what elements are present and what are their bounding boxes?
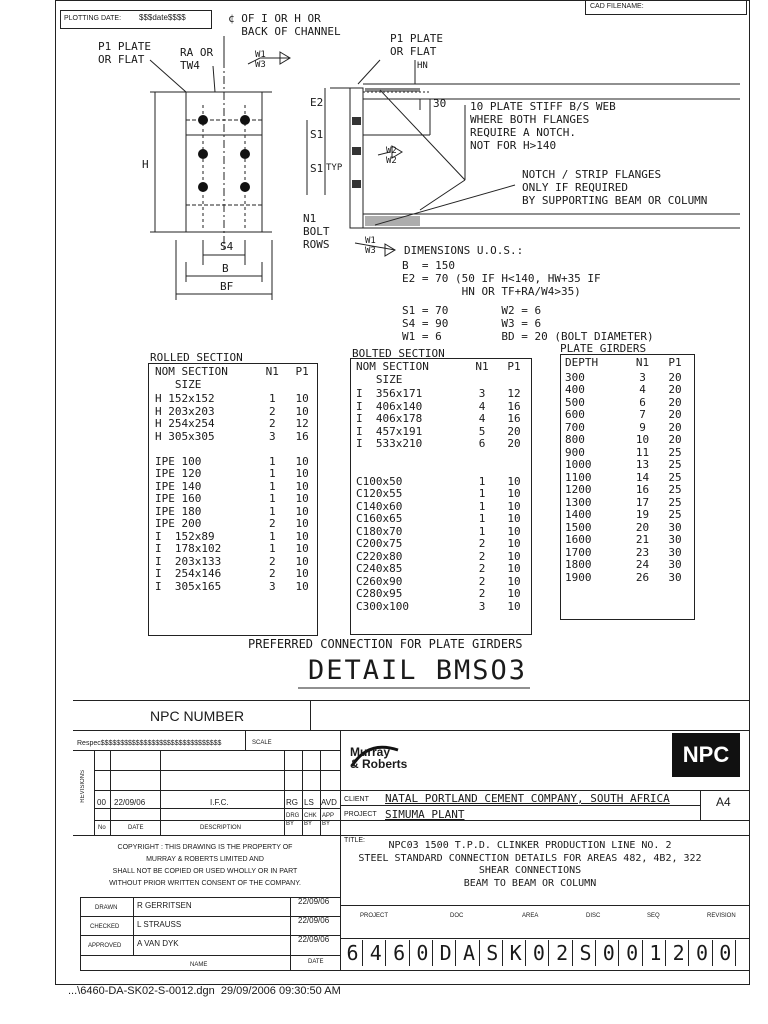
client-value: NATAL PORTLAND CEMENT COMPANY, SOUTH AFRICA [385, 792, 670, 805]
table-cell: 3 [478, 387, 486, 400]
table-cell: 7 [639, 408, 646, 421]
table-cell: 6 [639, 395, 646, 409]
table-cell: 1 [478, 487, 486, 500]
table-row [155, 568, 317, 581]
col-chk-by: CHK BY [304, 813, 317, 827]
table-cell: 19 [635, 508, 650, 521]
col-description: DESCRIPTION [200, 825, 242, 831]
rev-approved-by: AVD [321, 798, 337, 807]
revisions-label: REVISIONS [80, 770, 86, 803]
preferred-connection-note: PREFERRED CONNECTION FOR PLATE GIRDERS [248, 637, 523, 651]
code-header-doc: DOC [450, 913, 464, 919]
n1-bolt-rows-label: N1 BOLT ROWS [303, 212, 330, 251]
table-cell: IPE 120 [155, 467, 202, 480]
table-row [356, 588, 531, 601]
table-cell: 20 [668, 383, 682, 396]
table-cell: 14 [635, 470, 650, 484]
rolled-section-title: ROLLED SECTION [150, 351, 243, 364]
respec-field: Respec$$$$$$$$$$$$$$$$$$$$$$$$$$$$$$$ [77, 740, 222, 747]
table-row [155, 518, 317, 531]
table-cell: 30 [668, 558, 682, 571]
rolled-section-table [148, 363, 318, 636]
b-dim-label: B [222, 262, 229, 275]
table-cell: 1 [268, 542, 276, 555]
e2-label: E2 [310, 96, 324, 109]
dimension-line: S4 = 90 W3 = 6 [402, 317, 542, 330]
table-cell: H 305x305 [155, 429, 215, 443]
table-cell: 3 [268, 429, 276, 443]
dimension-line: B = 150 [402, 259, 455, 272]
drawing-number-digit: K [506, 940, 526, 966]
table-cell: 4 [639, 383, 646, 396]
drawing-number-digit: 0 [529, 940, 549, 966]
table-cell: 10 [507, 524, 521, 538]
table-row [565, 409, 694, 422]
notch-note: NOTCH / STRIP FLANGES ONLY IF REQUIRED BY SUPPORTING BEAM OR COLUMN [522, 168, 708, 207]
murray-roberts-text: Murray & Roberts [350, 745, 408, 771]
table-cell: 10 [507, 599, 521, 613]
table-cell: 10 [507, 574, 521, 588]
table-cell: 3 [478, 599, 486, 613]
table-cell: 10 [295, 492, 309, 505]
drawing-number-digit: 0 [693, 940, 713, 966]
table-cell: 2 [478, 562, 486, 575]
dimension-line: E2 = 70 (50 IF H<140, HW+35 IF [402, 272, 601, 285]
table-row [356, 601, 531, 614]
table-cell: 25 [668, 470, 682, 484]
detail-title: DETAIL BMSO3 [308, 655, 528, 686]
table-cell: 1300 [565, 495, 592, 509]
table-cell: 10 [295, 517, 309, 530]
weld-w1-w3-bottom: W1 W3 [365, 236, 376, 256]
table-cell: C100x50 [356, 474, 403, 488]
table-row [356, 413, 531, 426]
header-cell: NOM SECTION SIZE [155, 365, 228, 391]
table-row [565, 434, 694, 447]
title-label: TITLE: [344, 837, 366, 844]
table-cell: 20 [668, 395, 682, 409]
code-header-project: PROJECT [360, 913, 389, 919]
rev-date: 22/09/06 [114, 798, 146, 807]
dim-30-label: 30 [433, 97, 447, 110]
table-cell: I 457x191 [356, 424, 423, 438]
table-cell: I 533x210 [356, 437, 423, 450]
table-cell [466, 463, 498, 476]
table-cell: 30 [668, 533, 682, 546]
table-cell: 2 [478, 587, 486, 600]
table-cell: IPE 140 [155, 479, 202, 493]
murray-roberts-logo [348, 738, 418, 782]
table-cell: 1600 [565, 533, 592, 546]
table-cell: 10 [295, 567, 309, 580]
plate-girders-title: PLATE GIRDERS [560, 342, 647, 355]
drawing-number-digit: 0 [623, 940, 643, 966]
table-cell [498, 463, 530, 476]
s1-label-a: S1 [310, 128, 324, 141]
table-cell: 20 [668, 408, 682, 421]
drawn-date: 22/09/06 [298, 897, 330, 906]
npc-number-label: NPC NUMBER [150, 708, 245, 724]
table-cell: C240x85 [356, 562, 403, 575]
rev-drawn-by: RG [286, 798, 298, 807]
drawing-number-digit: 0 [413, 940, 433, 966]
header-cell: NOM SECTION SIZE [356, 360, 429, 386]
table-cell: 10 [295, 504, 309, 518]
table-cell: C280x95 [356, 587, 403, 600]
table-cell: 17 [635, 495, 650, 509]
table-cell: 16 [635, 483, 650, 496]
table-cell: 10 [507, 474, 521, 488]
table-row [356, 438, 531, 451]
table-cell: 11 [635, 445, 650, 459]
table-row [356, 451, 531, 464]
col-app-by: APP BY [322, 813, 335, 827]
table-row [565, 384, 694, 397]
drawing-number-digit: 2 [553, 940, 573, 966]
header-cell: DEPTH [565, 356, 599, 369]
table-cell [257, 443, 287, 456]
drawing-number-digit: 0 [716, 940, 736, 966]
table-cell: 1 [268, 492, 276, 505]
table-cell: 1 [268, 529, 276, 543]
table-row [155, 468, 317, 481]
bolted-section-table [350, 358, 532, 635]
table-cell [287, 443, 317, 456]
p1-plate-left-label: P1 PLATE OR FLAT [98, 40, 151, 66]
table-header [565, 357, 694, 370]
table-cell: 20 [668, 433, 682, 446]
table-cell: IPE 180 [155, 504, 202, 518]
table-row [155, 418, 317, 431]
drawing-number-digit: 6 [390, 940, 410, 966]
table-cell: 13 [635, 458, 650, 471]
table-cell: 10 [507, 487, 521, 500]
table-cell: 2 [478, 574, 486, 588]
bf-dim-label: BF [220, 280, 234, 293]
code-header-revision: REVISION [707, 913, 736, 919]
table-cell: 900 [565, 445, 585, 459]
weld-w1-w3-top: W1 W3 [255, 50, 266, 70]
drawing-title: NPC03 1500 T.P.D. CLINKER PRODUCTION LINE NO. 2 STEEL STANDARD CONNECTION DETAILS FOR AREAS 482, 4B2, 322 SHEAR CONNECTIONS BEAM TO BEAM OR COLUMN [358, 840, 702, 889]
table-cell: 2 [268, 517, 276, 530]
drawing-number-digit: D [436, 940, 456, 966]
header-cell: N1 [265, 365, 279, 378]
table-cell: 10 [295, 392, 309, 405]
table-cell: 1000 [565, 458, 592, 471]
table-cell: 1 [268, 454, 276, 468]
table-cell: 10 [295, 542, 309, 555]
table-cell: 26 [635, 570, 650, 584]
table-cell: 23 [635, 545, 650, 559]
typ-label: TYP [326, 163, 343, 173]
checked-date: 22/09/06 [298, 916, 330, 925]
table-row [356, 488, 531, 501]
bolted-section-title: BOLTED SECTION [352, 347, 445, 360]
table-row [155, 431, 317, 444]
table-row [565, 534, 694, 547]
rev-checked-by: LS [304, 798, 314, 807]
table-cell: 25 [668, 445, 682, 459]
dimensions-list [402, 259, 654, 343]
table-row [356, 463, 531, 476]
cad-filename-label: CAD FILENAME: [590, 3, 644, 10]
table-row [565, 509, 694, 522]
table-cell: 30 [668, 545, 682, 559]
stiffener-note: 10 PLATE STIFF B/S WEB WHERE BOTH FLANGES REQUIRE A NOTCH. NOT FOR H>140 [470, 100, 616, 152]
table-cell: 1100 [565, 470, 592, 484]
table-cell: C200x75 [356, 537, 403, 550]
table-cell: 25 [668, 495, 682, 509]
table-cell: 24 [635, 558, 650, 571]
col-no: No [98, 825, 106, 831]
approved-label: APPROVED [88, 943, 122, 949]
table-header [356, 361, 531, 386]
table-row [565, 459, 694, 472]
table-cell: 1 [478, 474, 486, 488]
table-cell: 1 [268, 479, 276, 493]
drawing-number-digit: 1 [646, 940, 666, 966]
checked-label: CHECKED [90, 924, 120, 930]
table-cell: C220x80 [356, 549, 403, 563]
table-cell: 10 [295, 479, 309, 493]
ra-tw4-label: RA OR TW4 [180, 46, 214, 72]
plotting-date-label: PLOTTING DATE: [64, 15, 122, 22]
table-cell: C140x60 [356, 499, 403, 513]
header-cell: N1 [475, 360, 489, 373]
table-cell: H 254x254 [155, 417, 215, 430]
table-cell: 2 [268, 404, 276, 418]
scale-label: SCALE [252, 740, 272, 746]
table-cell: 300 [565, 370, 585, 384]
drawn-label: DRAWN [95, 905, 118, 911]
name-label: NAME [190, 962, 208, 968]
table-row [155, 493, 317, 506]
col-date: DATE [128, 825, 144, 831]
table-cell: 10 [295, 529, 309, 543]
table-row [356, 538, 531, 551]
dimension-line: S1 = 70 W2 = 6 [402, 304, 542, 317]
table-cell: 30 [668, 520, 682, 534]
table-cell: I 305x165 [155, 579, 222, 593]
project-label: PROJECT [344, 811, 377, 818]
table-cell: 10 [507, 549, 521, 563]
table-cell: 1 [268, 467, 276, 480]
table-row [356, 388, 531, 401]
table-cell: 400 [565, 383, 585, 396]
table-cell: 25 [668, 508, 682, 521]
code-header-seq: SEQ [647, 913, 660, 919]
table-cell: 10 [295, 467, 309, 480]
table-row [565, 559, 694, 572]
date-label: DATE [308, 959, 324, 965]
table-cell: C260x90 [356, 574, 403, 588]
table-cell [356, 451, 466, 464]
table-cell: 20 [507, 437, 521, 450]
table-cell: 20 [635, 520, 650, 534]
table-cell: 25 [668, 483, 682, 496]
table-cell: C300x100 [356, 599, 409, 613]
table-cell: I 254x146 [155, 567, 222, 580]
plate-girders-table [560, 354, 695, 620]
table-row [565, 484, 694, 497]
table-cell: 1 [268, 392, 276, 405]
table-cell: IPE 100 [155, 454, 202, 468]
table-cell: 5 [478, 424, 486, 438]
table-cell: 1700 [565, 545, 592, 559]
table-cell: 10 [507, 537, 521, 550]
dimension-line: HN OR TF+RA/W4>35) [402, 285, 581, 298]
header-cell: N1 [635, 356, 650, 369]
table-cell: 10 [507, 499, 521, 513]
table-cell: 4 [478, 412, 486, 425]
dimension-line: W1 = 6 BD = 20 (BOLT DIAMETER) [402, 330, 654, 343]
table-cell: C180x70 [356, 524, 403, 538]
code-header-disc: DISC [586, 913, 601, 919]
table-cell: 20 [668, 370, 682, 384]
table-cell [356, 463, 466, 476]
drawing-number-digit: 6 [343, 940, 363, 966]
copyright-note: COPYRIGHT : THIS DRAWING IS THE PROPERTY OF MURRAY & ROBERTS LIMITED AND SHALL NOT BE COPIED OR USED WHOLLY OR IN PART WITHOUT PRIOR WRITTEN CONSENT OF THE COMPANY. [109, 844, 301, 887]
table-cell: 10 [635, 433, 650, 446]
table-cell: IPE 200 [155, 517, 202, 530]
table-row [155, 581, 317, 594]
s1-label-b: S1 [310, 162, 324, 175]
table-cell: 2 [268, 554, 276, 568]
table-row [565, 572, 694, 585]
drawing-number-digit: A [460, 940, 480, 966]
table-cell: 600 [565, 408, 585, 421]
table-cell: 6 [478, 437, 486, 450]
table-cell: 25 [668, 458, 682, 471]
table-cell: I 406x140 [356, 399, 423, 413]
npc-logo: NPC [672, 733, 740, 777]
table-cell: 10 [507, 512, 521, 525]
table-cell: 700 [565, 420, 585, 434]
table-cell: H 203x203 [155, 404, 215, 418]
table-cell: IPE 160 [155, 492, 202, 505]
header-cell: P1 [295, 365, 309, 378]
table-cell: 1200 [565, 483, 592, 496]
rev-no: 00 [97, 798, 106, 807]
table-cell: I 203x133 [155, 554, 222, 568]
table-header [155, 366, 317, 391]
table-row [155, 393, 317, 406]
table-row [155, 543, 317, 556]
project-value: SIMUMA PLANT [385, 808, 465, 821]
table-cell: 1 [478, 524, 486, 538]
table-cell: 2 [268, 417, 276, 430]
approved-name: A VAN DYK [137, 939, 179, 948]
weld-w2-label: W2 W2 [386, 146, 397, 166]
table-cell: 1 [478, 499, 486, 513]
table-cell: 10 [507, 587, 521, 600]
code-header-area: AREA [522, 913, 539, 919]
table-cell: 10 [295, 579, 309, 593]
table-cell: 9 [639, 420, 646, 434]
table-cell: 4 [478, 399, 486, 413]
table-cell: 1800 [565, 558, 592, 571]
table-cell: 10 [507, 562, 521, 575]
s4-dim-label: S4 [220, 240, 234, 253]
table-cell [155, 443, 257, 456]
hn-label: HN [417, 61, 428, 71]
table-cell: I 178x102 [155, 542, 222, 555]
approved-date: 22/09/06 [298, 935, 330, 944]
dimensions-title: DIMENSIONS U.O.S.: [404, 244, 524, 257]
table-row [356, 513, 531, 526]
table-cell: 21 [635, 533, 650, 546]
col-drg-by: DRG BY [286, 813, 300, 827]
table-cell: 16 [507, 412, 521, 425]
table-cell: 10 [295, 404, 309, 418]
table-cell: 12 [295, 417, 309, 430]
table-cell: 20 [668, 420, 682, 434]
table-cell: 1900 [565, 570, 592, 584]
h-dim-label: H [142, 158, 149, 171]
header-cell: P1 [668, 356, 682, 369]
table-row [155, 443, 317, 456]
drawn-name: R GERRITSEN [137, 901, 192, 910]
p1-plate-right-label: P1 PLATE OR FLAT [390, 32, 443, 58]
table-cell: 1 [268, 504, 276, 518]
table-cell: 20 [507, 424, 521, 438]
table-cell: 16 [295, 429, 309, 443]
drawing-number-digit: 2 [669, 940, 689, 966]
table-cell: C160x65 [356, 512, 403, 525]
drawing-number-digit: S [483, 940, 503, 966]
table-cell: 2 [478, 549, 486, 563]
file-path-footer: ...\6460-DA-SK02-S-0012.dgn 29/09/2006 09:30:50 AM [68, 985, 341, 997]
drawing-number-digit: S [576, 940, 596, 966]
drawing-number-digit: 4 [366, 940, 386, 966]
table-cell: 1400 [565, 508, 592, 521]
header-cell: P1 [507, 360, 521, 373]
centerline-label: ¢ OF I OR H OR BACK OF CHANNEL [228, 12, 341, 38]
table-cell: I 152x89 [155, 529, 215, 543]
table-row [356, 563, 531, 576]
table-cell: I 356x171 [356, 387, 423, 400]
table-cell: 12 [507, 387, 521, 400]
table-cell: 16 [507, 399, 521, 413]
table-cell: 1500 [565, 520, 592, 534]
sheet-size: A4 [716, 795, 731, 809]
plotting-date-value: $$$date$$$$ [139, 13, 186, 22]
table-cell: 10 [295, 554, 309, 568]
rev-description: I.F.C. [210, 798, 229, 807]
checked-name: L STRAUSS [137, 920, 182, 929]
table-cell: 10 [295, 454, 309, 468]
drawing-number-digit: 0 [599, 940, 619, 966]
table-cell: 3 [268, 579, 276, 593]
table-cell: 3 [639, 370, 646, 384]
table-cell: 2 [268, 567, 276, 580]
table-cell: 30 [668, 570, 682, 584]
table-cell: H 152x152 [155, 392, 215, 405]
table-cell: 500 [565, 395, 585, 409]
client-label: CLIENT [344, 796, 369, 803]
table-cell: 1 [478, 512, 486, 525]
table-cell: C120x55 [356, 487, 403, 500]
table-cell: 800 [565, 433, 585, 446]
table-cell: 2 [478, 537, 486, 550]
table-cell: I 406x178 [356, 412, 423, 425]
